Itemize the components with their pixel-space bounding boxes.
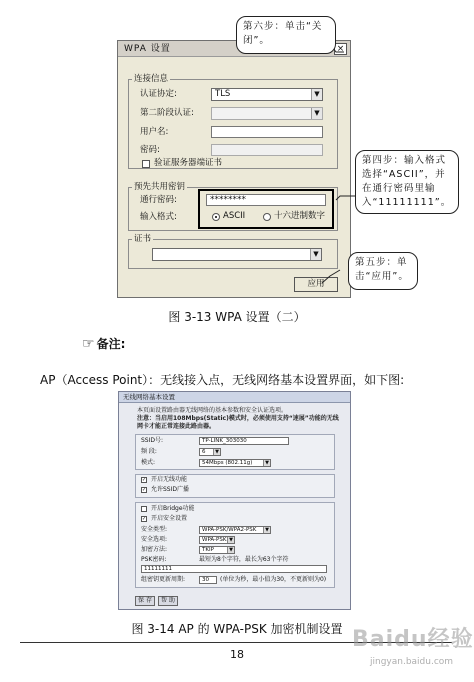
- ssid-broadcast-label: 允许SSID广播: [151, 486, 190, 493]
- callout-step6: 第六步：单击“关闭”。: [236, 16, 336, 54]
- psk-group-title: 预先共用密钥: [134, 182, 186, 192]
- ap-desc-line1: 本页面设置路由器无线网络的基本参数和安全认证选项。: [137, 407, 288, 414]
- mode-value: 54Mbps (802.11g): [202, 460, 253, 466]
- channel-select[interactable]: [199, 448, 221, 456]
- chevron-down-icon: ▼: [311, 89, 322, 100]
- leader-line-step5: [322, 270, 340, 283]
- passphrase-label: 通行密码:: [140, 195, 177, 205]
- channel-value: 6: [202, 449, 206, 455]
- security-type-label: 安全类型:: [141, 526, 168, 533]
- pointing-hand-icon: ☞: [82, 336, 95, 352]
- passphrase-input[interactable]: ********: [206, 194, 326, 206]
- dialog-title: WPA 设置: [118, 41, 350, 57]
- auth-protocol-value: TLS: [215, 89, 231, 99]
- security-option-label: 安全选项:: [141, 536, 168, 543]
- leader-line-step4: [336, 196, 357, 200]
- security-option-value: WPA-PSK: [202, 537, 227, 543]
- security-type-value: WPA-PSK/WPA2-PSK: [202, 527, 257, 533]
- figure-3-13-caption: 图 3-13 WPA 设置（二）: [168, 310, 306, 324]
- encryption-label: 加密方法:: [141, 546, 168, 553]
- username-label: 用户名:: [140, 127, 169, 137]
- ap-panel-header: 无线网络基本设置: [119, 392, 350, 403]
- baidu-watermark: Baidu经验: [352, 627, 474, 652]
- chevron-down-icon: ▼: [310, 249, 321, 260]
- cert-group-title: 证书: [134, 234, 152, 244]
- enable-bridge-checkbox[interactable]: [141, 506, 147, 512]
- security-type-select[interactable]: [199, 526, 271, 534]
- chevron-down-icon: ▼: [227, 537, 234, 543]
- input-format-label: 输入格式:: [140, 212, 177, 222]
- group-key-label: 组密钥更新周期:: [141, 576, 186, 583]
- callout-step4: 第四步：输入格式选择“ASCII”，并在通行密码里输入“11111111”。: [355, 150, 459, 214]
- mode-label: 模式:: [141, 459, 156, 466]
- ssid-input[interactable]: TP-LINK_303030: [199, 437, 289, 445]
- encryption-select[interactable]: [199, 546, 235, 554]
- group-key-input[interactable]: 30: [199, 576, 217, 584]
- enable-wireless-label: 开启无线功能: [151, 476, 188, 483]
- enable-security-checkbox[interactable]: ✓: [142, 516, 147, 522]
- callout-step5: 第五步：单击“应用”。: [348, 252, 418, 290]
- encryption-value: TKIP: [202, 547, 214, 553]
- close-icon[interactable]: ×: [334, 43, 347, 55]
- note-label: 备注:: [96, 337, 126, 351]
- enable-wireless-checkbox[interactable]: ✓: [142, 477, 147, 483]
- ap-wireless-settings-screenshot: [118, 391, 351, 610]
- password-label: 密码:: [140, 145, 160, 155]
- ap-description: AP（Access Point）：无线接入点，无线网络基本设置界面，如下图:: [40, 373, 405, 387]
- help-button[interactable]: 帮 助: [158, 596, 178, 606]
- enable-bridge-label: 开启Bridge功能: [151, 505, 195, 512]
- verify-cert-label: 验证服务器端证书: [154, 158, 223, 168]
- ap-desc-note: 注意：当启用108Mbps(Static)模式时，必须使用支持“速展”功能的无线网卡才能正常连接此路由器。: [137, 415, 339, 430]
- ap-description-text: [137, 407, 342, 431]
- channel-label: 频 段:: [141, 448, 157, 455]
- mode-select[interactable]: [199, 459, 271, 467]
- ssid-broadcast-checkbox[interactable]: ✓: [142, 487, 147, 493]
- save-button[interactable]: 保 存: [135, 596, 155, 606]
- psk-label: PSK密码:: [141, 556, 167, 563]
- phase2-auth-label: 第二阶段认证:: [140, 108, 194, 118]
- figure-3-14-caption: 图 3-14 AP 的 WPA-PSK 加密机制设置: [131, 622, 343, 636]
- ssid-label: SSID号:: [141, 437, 164, 444]
- chevron-down-icon: ▼: [311, 108, 322, 119]
- connection-info-title: 连接信息: [134, 74, 169, 84]
- page-number: 18: [230, 648, 244, 661]
- enable-security-label: 开启安全设置: [151, 515, 188, 522]
- baidu-watermark-url: jingyan.baidu.com: [370, 657, 454, 667]
- chevron-down-icon: ▼: [263, 527, 270, 533]
- chevron-down-icon: ▼: [263, 460, 270, 466]
- psk-input[interactable]: 11111111: [141, 565, 327, 573]
- psk-hint: 最短为8个字符，最长为63个字符: [199, 556, 289, 563]
- hex-radio-label: 十六进制数字: [274, 211, 326, 221]
- chevron-down-icon: ▼: [227, 547, 234, 553]
- note-heading: [82, 335, 125, 352]
- chevron-down-icon: ▼: [213, 449, 220, 455]
- group-key-hint: (单位为秒，最小值为30，不更新则为0): [220, 576, 327, 583]
- apply-button[interactable]: 应用: [294, 277, 338, 292]
- auth-protocol-label: 认证协定:: [140, 89, 177, 99]
- security-option-select[interactable]: [199, 536, 235, 544]
- ascii-radio-label: ASCII: [223, 211, 246, 221]
